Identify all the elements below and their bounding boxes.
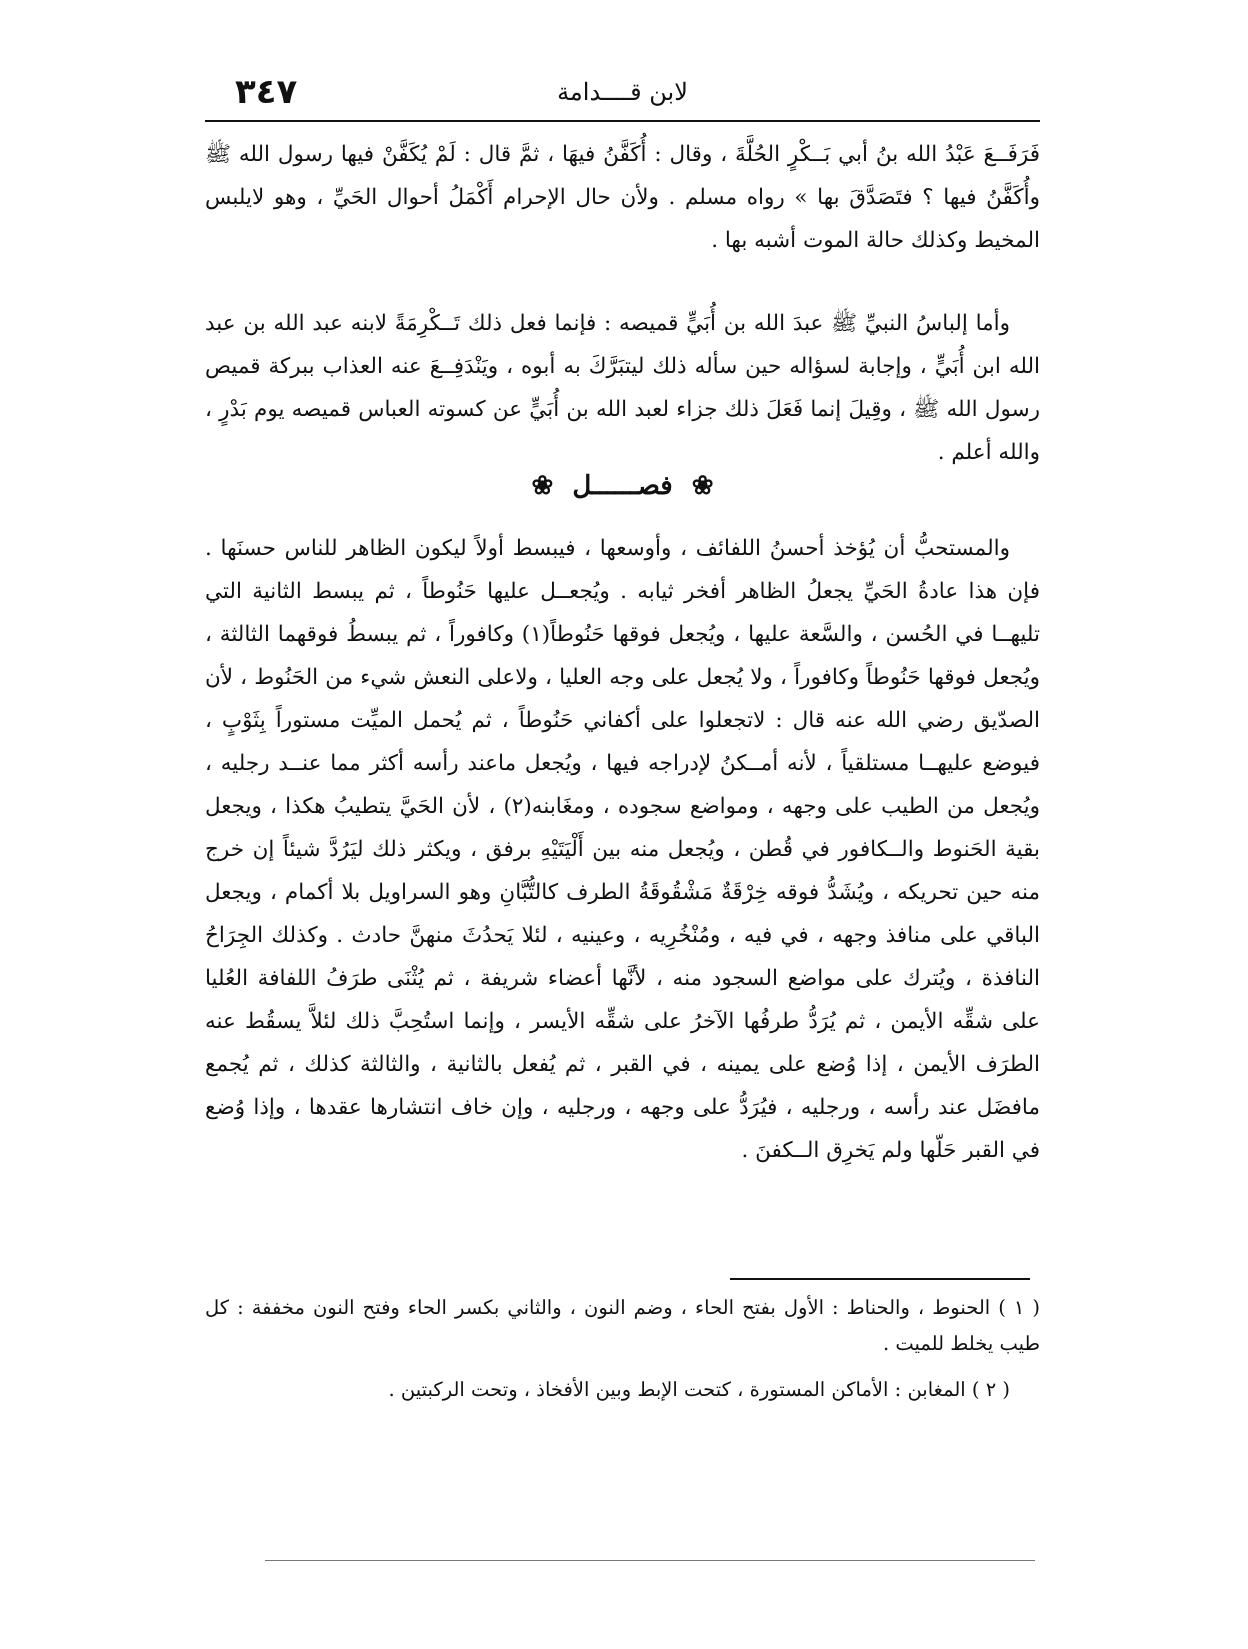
page-number: ٣٤٧	[235, 72, 298, 112]
paragraph-2	[205, 302, 1040, 474]
section-title-text: فصــــــل	[572, 471, 673, 501]
page-header	[205, 72, 1040, 118]
paragraph-1	[205, 133, 1040, 262]
paragraph-3-text: والمستحبُّ أن يُؤخذ أحسنُ اللفائف ، وأوسعها ، فيبسط أولاً ليكون الظاهر للناس حسنَها . فإن هذا عادةُ الحَيِّ يجعلُ الظاهر أفخر ثيابه . ويُجعــل عليها حَنُوطاً ، ثم يبسط الثانية التي تليهــا في الحُسن ، والسَّعة عليها ، ويُجعل فوقها حَنُوطاً(١) وكافوراً ، ثم يبسطُ فوقهما الثالثة ، ويُجعل فوقها حَنُوطاً وكافوراً ، ولا يُجعل على وجه العليا ، ولاعلى النعش شيء من الحَنُوط ، لأن الصدّيق رضي الله عنه قال : لاتجعلوا على أكفاني حَنُوطاً ، ثم يُحمل الميِّت مستوراً بِثَوْبٍ ، فيوضع عليهــا مستلقياً ، لأنه أمــكنُ لإدراجه فيها ، ويُجعل ماعند رأسه أكثر مما عنــد رجليه ، ويُجعل من الطيب على وجهه ، ومواضع سجوده ، ومغَابنه(٢) ، لأن الحَيَّ يتطيبُ هكذا ، ويجعل بقية الحَنوط والــكافور في قُطن ، ويُجعل منه بين أَلْيَتَيْهِ برفق ، ويكثر ذلك ليَرُدَّ شيئاً إن خرج منه حين تحريكه ، ويُشَدُّ فوقه خِرْقَةٌ مَشْقُوقَةُ الطرف كالتُّبَّانِ وهو السراويل بلا أكمام ، ويجعل الباقي على منافذ وجهه ، في فيه ، ومُنْخُرِيه ، وعينيه ، لئلا يَحدُثَ منهنَّ حادث . وكذلك الجِرَاحُ النافذة ، ويُترك على مواضع السجود منه ، لأنَّها أعضاء شريفة ، ثم يُثْنَى طرَفُ اللفافة العُليا على شقِّه الأيمن ، ثم يُرَدُّ طرفُها الآخرُ على شقِّه الأيسر ، وإنما استُحِبَّ ذلك لئلاَّ يسقُط عنه الطرَف الأيمن ، إذا وُضع على يمينه ، في القبر ، ثم يُفعل بالثانية ، والثالثة كذلك ، ثم يُجمع مافضَل عند رأسه ، ورجليه ، فيُرَدُّ على وجهه ، ورجليه ، وإن خاف انتشارها عقدها ، وإذا وُضع في القبر حَلّها ولم يَخرِق الــكفنَ .	[205, 536, 1040, 1163]
floral-ornament-icon: ❀	[531, 471, 554, 501]
footnote-1: ( ١ ) الحنوط ، والحناط : الأول بفتح الحاء ، وضم النون ، والثاني بكسر الحاء وفتح النون مخففة : كل طيب يخلط للميت .	[205, 1296, 1040, 1355]
floral-ornament-icon: ❀	[691, 471, 714, 501]
footnotes	[205, 1290, 1040, 1418]
running-head: لابن قــــدامة	[557, 78, 688, 106]
footnote-separator	[730, 1278, 1030, 1280]
paragraph-2-text: وأما إلباسُ النبيِّ ﷺ عبدَ الله بن أُبَيٍّ قميصه : فإنما فعل ذلك تَــكْرِمَةً لابنه عبد الله بن عبد الله ابن أُبَيٍّ ، وإجابة لسؤاله حين سأله ذلك ليتبَرَّكَ به أبوه ، ويَنْدَفِــعَ عنه العذاب ببركة قميص رسول الله ﷺ ، وقِيلَ إنما فَعَلَ ذلك جزاء لعبد الله بن أُبَيٍّ عن كسوته العباس قميصه يوم بَدْرٍ ، والله أعلم .	[205, 311, 1040, 465]
header-rule	[205, 120, 1040, 122]
section-title	[205, 470, 1040, 501]
paragraph-3	[205, 527, 1040, 1172]
paragraph-1-text: فَرَفَــعَ عَبْدُ الله بنُ أبي بَــكْرٍ الحُلَّةَ ، وقال : أُكَفَّنُ فيهَا ، ثمَّ قال : لَمْ يُكَفَّنْ فيها رسول الله ﷺ وأُكَفَّنُ فيها ؟ فتَصَدَّقَ بها » رواه مسلم . ولأن حال الإحرام أَكْمَلُ أحوال الحَيِّ ، وهو لايلبس المخيط وكذلك حالة الموت أشبه بها .	[205, 142, 1040, 253]
bottom-rule	[265, 1560, 1035, 1561]
footnote-2: ( ٢ ) المغابن : الأماكن المستورة ، كتحت الإبط وبين الأفخاذ ، وتحت الركبتين .	[388, 1378, 1010, 1401]
